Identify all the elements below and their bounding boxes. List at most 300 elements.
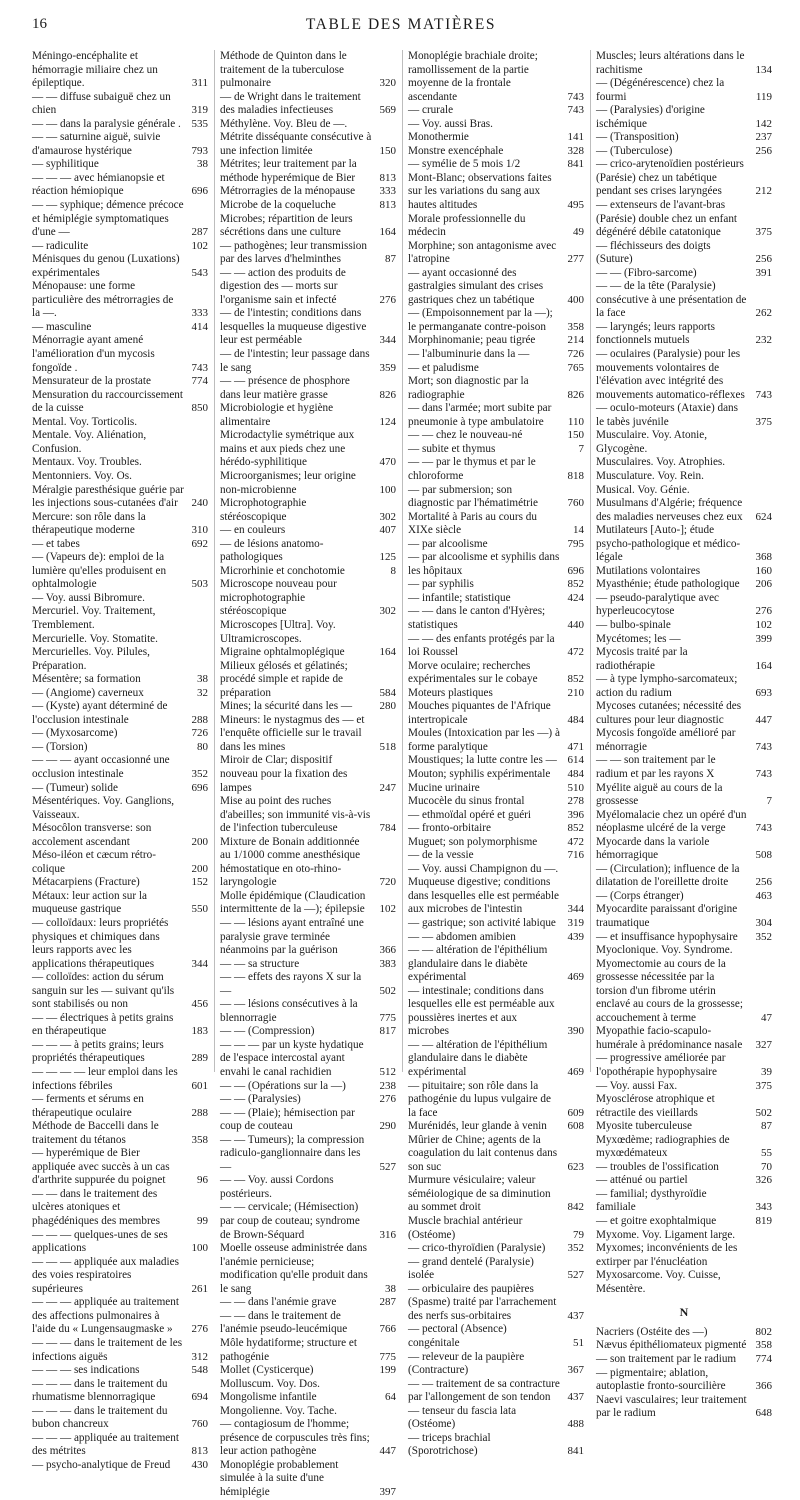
index-entry [220,1201,396,1242]
index-entry [220,1310,396,1337]
entry-page-number: 795 [567,537,584,550]
entry-page-number: 344 [191,957,208,970]
index-entry [32,158,208,172]
entry-text: — — — appliquée aux maladies des voies respiratoires supérieures [32,1255,179,1295]
index-entry [596,782,772,809]
entry-text: Musical. Voy. Génie. [596,483,690,496]
index-entry [596,429,772,456]
index-entry [220,619,396,646]
index-entry [32,470,208,484]
entry-text: — de lésions anatomo-pathologiques [220,537,324,564]
index-entry [408,131,584,145]
entry-text: Mont-Blanc; observations faites sur les variations du sang aux hautes altitudes [408,171,552,212]
entry-page-number: 813 [191,1445,208,1458]
entry-text: Moelle osseuse administrée dans l'anémie pernicieuse; modification qu'elle produit dans le sang [220,1242,368,1295]
entry-page-number: 38 [197,158,208,171]
index-entry [408,633,584,660]
index-entry [220,213,396,240]
entry-page-number: 850 [191,402,208,415]
entry-text: — ferments et sérums en thérapeutique oculaire [32,1093,144,1119]
index-entry [32,1120,208,1147]
entry-text: — — — — leur emploi dans les infections fébriles [32,1066,178,1092]
entry-text: Myosite tuberculeuse [596,1120,693,1133]
entry-text: — Voy. aussi Fax. [596,1079,678,1092]
index-entry [596,77,772,104]
entry-text: Moustiques; la lutte contre les — [408,754,557,767]
entry-page-number: 424 [567,591,584,604]
index-entry [408,145,584,159]
entry-page-number: 302 [379,605,396,618]
index-entry [596,484,772,498]
entry-page-number: 276 [379,1093,396,1106]
entry-page-number: 463 [755,889,772,902]
index-entry [408,754,584,768]
index-entry [32,890,208,917]
index-entry [408,1080,584,1121]
entry-text: Microdactylie symétrique aux mains et aux pieds chez une hérédo-syphilitique [220,429,355,469]
entry-text: — son traitement par le radium [596,1352,737,1365]
index-entry [408,809,584,823]
index-entry [408,1405,584,1432]
entry-text: — — Voy. aussi Cordons postérieurs. [220,1174,334,1200]
entry-text: — de Wright dans le traitement des maladies infectieuses [220,90,361,117]
entry-text: — — altération de l'épithélium glandulaire dans le diabète expérimental [408,944,548,984]
index-entry [220,1093,396,1107]
entry-page-number: 472 [567,646,584,659]
entry-text: Myopathie facio-scapulo-humérale à prédominance nasale [596,1025,743,1051]
entry-page-number: 508 [755,849,772,862]
index-entry [220,375,396,402]
entry-page-number: 200 [191,862,208,875]
index-entry [596,578,772,592]
index-entry [596,633,772,647]
entry-page-number: 817 [379,1025,396,1038]
index-entry [32,1093,208,1120]
entry-text: — dans l'armée; mort subite par pneumonie à type ambulatoire [408,402,552,428]
entry-text: Myocardite paraissant d'origine traumatique [596,903,738,929]
entry-page-number: 527 [567,1269,584,1282]
index-entry [408,768,584,782]
index-entry [596,903,772,930]
index-entry [32,876,208,890]
entry-page-number: 142 [755,117,772,130]
entry-page-number: 320 [379,77,396,90]
index-entry [408,240,584,267]
entry-page-number: 456 [191,998,208,1011]
index-entry [32,971,208,1012]
index-entry [596,931,772,945]
entry-page-number: 502 [379,984,396,997]
entry-page-number: 512 [379,1066,396,1079]
index-entry [220,1174,396,1201]
entry-page-number: 841 [567,1445,584,1458]
entry-text: Microphotographie stéréoscopique [220,497,307,523]
entry-text: Migraine ophtalmoplégique [220,646,345,659]
entry-page-number: 344 [567,903,584,916]
index-entry [32,822,208,849]
index-entry [408,443,584,457]
entry-page-number: 396 [567,808,584,821]
entry-page-number: 102 [379,903,396,916]
entry-page-number: 304 [755,917,772,929]
entry-page-number: 134 [755,63,772,76]
entry-text: — — présence de phosphore dans leur matière grasse [220,375,350,401]
entry-page-number: 447 [755,713,772,726]
entry-text: — — traitement de sa contracture par l'allongement de son tendon [408,1377,560,1404]
entry-text: — (Tumeur) solide [32,781,118,794]
index-entry [408,267,584,308]
index-entry [408,863,584,877]
entry-page-number: 288 [191,1106,208,1119]
index-entry [408,213,584,240]
index-entry [596,1120,772,1134]
entry-text: Muscle brachial antérieur (Ostéome) [408,1215,523,1241]
entry-text: Mental. Voy. Torticolis. [32,415,138,428]
entry-text: — pigmentaire; ablation, autoplastie fronto-sourcilière [596,1366,726,1393]
entry-text: — progressive améliorée par l'opothérapie hypophysaire [596,1052,726,1079]
entry-text: — — par le thymus et par le chloroforme [408,456,536,482]
entry-text: Mineurs: le nystagmus des — et l'enquête officielle sur le travail dans les mines [220,713,365,753]
entry-text: Muguet; son polymorphisme [408,835,538,848]
entry-page-number: 693 [755,686,772,699]
entry-page-number: 289 [191,1052,208,1065]
index-entry [596,890,772,904]
index-entry [220,1337,396,1364]
entry-text: Métrite disséquante consécutive à une infection limitée [220,131,372,157]
index-entry [596,809,772,836]
entry-page-number: 102 [755,618,772,631]
entry-page-number: 344 [379,334,396,347]
entry-page-number: 852 [567,578,584,591]
entry-text: — symélie de 5 mois 1/2 [408,158,521,171]
entry-text: — hyperémique de Bier appliquée avec succès à un cas d'arthrite suppurée du poignet [32,1147,170,1187]
entry-text: Mutilateurs [Auto-]; étude psycho-pathologique et médico-légale [596,524,741,564]
entry-text: — troubles de l'ossification [596,1160,719,1173]
entry-page-number: 256 [755,253,772,266]
entry-text: — en couleurs [220,524,286,537]
index-entry [596,131,772,145]
entry-page-number: 774 [755,1352,772,1365]
entry-text: Mycosis fongoïde amélioré par ménorragie [596,727,736,753]
entry-text: — de l'intestin; leur passage dans le sang [220,348,370,374]
index-entry [220,1039,396,1080]
entry-text: — pathogènes; leur transmission par des larves d'helminthes [220,239,367,266]
entry-text: Méthylène. Voy. Bleu de —. [220,117,348,130]
entry-page-number: 760 [567,497,584,510]
entry-text: Microorganismes; leur origine non-microbienne [220,469,356,496]
index-entry [408,1432,584,1459]
entry-text: — — dans le traitement de l'anémie pseudo-leucémique [220,1309,348,1336]
entry-text: Môle hydatiforme; structure et pathogénie [220,1336,358,1363]
entry-page-number: 743 [191,361,208,374]
index-entry [596,863,772,890]
index-entry [32,416,208,430]
entry-text: Mentonniers. Voy. Os. [32,469,132,482]
entry-text: — (Circulation); influence de la dilatation de l'oreillette droite [596,862,740,889]
entry-text: Monothermie [408,131,469,144]
entry-page-number: 287 [191,226,208,239]
index-entry [596,1242,772,1269]
index-entry [32,592,208,606]
index-entry [596,1367,772,1394]
index-entry [220,402,396,429]
index-entry [408,836,584,850]
entry-page-number: 495 [567,199,584,212]
entry-text: — — — dans le traitement du rhumatisme blennorragique [32,1377,168,1404]
index-entry [408,687,584,701]
entry-text: Musculaire. Voy. Atonie, Glycogène. [596,429,708,455]
entry-page-number: 358 [191,1133,208,1146]
entry-page-number: 366 [755,1380,772,1393]
index-entry [220,470,396,497]
entry-text: — — de la tête (Paralysie) consécutive à une présentation de la face [596,280,747,320]
entry-page-number: 775 [379,1350,396,1363]
entry-page-number: 119 [755,90,772,103]
entry-text: Murénidés, leur glande à venin [408,1120,547,1133]
entry-page-number: 55 [761,1147,772,1160]
index-entry [596,619,772,633]
index-entry [596,524,772,565]
entry-text: — — lésions consécutives à la blennorragie [220,998,358,1024]
index-entry [408,700,584,727]
entry-text: Musulmans d'Algérie; fréquence des maladies nerveuses chez eux [596,497,743,523]
page-number: 16 [32,16,47,32]
entry-page-number: 87 [385,253,396,266]
entry-text: Myoclonique. Voy. Syndrome. [596,944,733,957]
index-entry [596,1229,772,1243]
entry-page-number: 238 [379,1079,396,1092]
entry-text: — par submersion; son diagnostic par l'hématimétrie [408,483,539,510]
index-entry [220,1296,396,1310]
index-entry [32,1039,208,1066]
index-entry [32,1364,208,1378]
index-entry [32,1147,208,1188]
entry-page-number: 852 [567,822,584,835]
entry-text: — — — dans le traitement de les infections aiguës [32,1336,183,1363]
index-entry [32,280,208,321]
index-entry [32,795,208,822]
entry-text: — (Vapeurs de): emploi de la lumière qu'elles produisent en ophtalmologie [32,551,167,591]
entry-text: Mollet (Cysticerque) [220,1364,314,1377]
entry-text: Monoplégie probablement simulée à la suite d'une hémiplégie [220,1458,339,1498]
entry-text: Naevi vasculaires; leur traitement par le radium [596,1393,747,1420]
index-entry [220,429,396,470]
entry-text: Mensurateur de la prostate [32,375,151,388]
entry-text: Mucine urinaire [408,781,480,794]
entry-text: — masculine [32,320,92,333]
entry-page-number: 743 [755,740,772,753]
entry-text: — subite et thymus [408,442,496,455]
index-entry [408,727,584,754]
entry-text: Mentale. Voy. Aliénation, Confusion. [32,429,147,455]
entry-page-number: 312 [191,1350,208,1363]
index-entry [408,118,584,132]
index-entry [596,321,772,348]
index-entry [408,334,584,348]
entry-page-number: 164 [755,659,772,672]
entry-text: Ménorragie ayant amené l'amélioration d'un mycosis fongoïde . [32,334,155,374]
index-entry [32,1432,208,1459]
entry-text: — oculaires (Paralysie) pour les mouvements volontaires de l'élévation avec intégrité des mouvements automatico-réflexes [596,348,745,401]
index-entry [32,727,208,741]
index-entry [220,917,396,958]
entry-text: Métaux: leur action sur la muqueuse gastrique [32,889,147,916]
entry-page-number: 584 [379,686,396,699]
entry-page-number: 614 [567,754,584,767]
entry-page-number: 391 [755,266,772,279]
entry-text: — — (Opérations sur la —) [220,1079,346,1092]
entry-text: — — — appliquée au traitement des métrites [32,1431,179,1458]
entry-text: — fléchisseurs des doigts (Suture) [596,239,711,266]
entry-page-number: 237 [755,131,772,144]
index-entry [408,876,584,917]
index-entry [408,1351,584,1378]
index-entry [408,1242,584,1256]
entry-text: — intestinale; conditions dans lesquelles elle est perméable aux poussières inertes et aux microbes [408,984,555,1038]
entry-text: — grand dentelé (Paralysie) isolée [408,1255,534,1282]
index-entry [32,741,208,755]
index-entry [220,958,396,972]
index-entry [220,185,396,199]
entry-text: Myxome. Voy. Ligament large. [596,1228,736,1241]
entry-text: — — — par un kyste hydatique de l'espace intercostal ayant envahi le canal rachidien [220,1038,364,1079]
entry-text: — infantile; statistique [408,591,511,604]
index-entry [32,605,208,632]
index-entry [596,700,772,727]
index-entry [32,538,208,552]
entry-page-number: 726 [191,727,208,740]
index-column-2 [214,50,396,1498]
entry-page-number: 819 [755,1215,772,1228]
entry-page-number: 623 [567,1160,584,1173]
index-entry [220,118,396,132]
index-entry [408,944,584,985]
entry-text: — psycho-analytique de Freud [32,1458,171,1471]
entry-page-number: 793 [191,144,208,157]
entry-text: Myxomes; inconvénients de les extirper par l'énucléation [596,1242,738,1268]
index-entry [408,50,584,104]
index-entry [220,795,396,836]
index-entry [408,1120,584,1134]
entry-text: Mensuration du raccourcissement de la cuisse [32,388,183,415]
index-entry [220,131,396,158]
entry-text: Morale professionnelle du médecin [408,212,526,239]
index-entry [408,172,584,213]
index-entry [32,1337,208,1364]
entry-text: Métrorragies de la ménopause [220,185,356,198]
entry-text: Mûrier de Chine; agents de la coagulation du lait contenus dans son suc [408,1133,558,1173]
entry-page-number: 199 [379,1364,396,1377]
entry-text: Molle épidémique (Claudication intermittente de la —); épilepsie [220,889,366,916]
entry-text: Mycétomes; les — [596,632,681,645]
entry-text: Microscope nouveau pour microphotographie stéréoscopique [220,578,337,618]
entry-text: Microbes; répartition de leurs sécrétions dans une culture [220,212,353,239]
entry-text: — — chez le nouveau-né [408,429,523,442]
entry-page-number: 359 [379,361,396,374]
entry-page-number: 743 [567,104,584,117]
index-entry [220,348,396,375]
entry-page-number: 311 [191,77,208,90]
entry-page-number: 319 [191,104,208,117]
entry-page-number: 39 [761,1066,772,1079]
entry-text: Méso-iléon et cæcum rétro-colique [32,849,156,875]
entry-text: Mines; la sécurité dans les — [220,700,353,713]
entry-text: Morve oculaire; recherches expérimentales sur le cobaye [408,659,538,686]
entry-page-number: 743 [755,822,772,835]
index-entry [596,158,772,199]
index-entry [596,592,772,619]
index-entry [32,754,208,781]
entry-text: Myosclérose atrophique et rétractile des vieillards [596,1093,715,1119]
entry-page-number: 32 [197,686,208,699]
entry-text: Ménopause: une forme particulière des métrorragies de la —. [32,280,174,320]
index-entry [596,1353,772,1367]
entry-page-number: 543 [191,266,208,279]
entry-text: Mycoses cutanées; nécessité des cultures pour leur diagnostic [596,700,742,726]
entry-text: — tenseur du fascia lata (Ostéome) [408,1404,517,1431]
entry-page-number: 696 [191,185,208,198]
index-entry [408,484,584,511]
entry-page-number: 390 [567,1025,584,1038]
index-entry [220,1134,396,1175]
index-entry [220,1364,396,1378]
index-entry [220,565,396,579]
entry-text: Muscles; leurs altérations dans le rachitisme [596,50,745,76]
entry-page-number: 535 [191,117,208,130]
index-entry [408,795,584,809]
entry-page-number: 214 [567,334,584,347]
entry-page-number: 813 [379,199,396,212]
entry-text: — pituitaire; son rôle dans la pathogénie du lupus vulgaire de la face [408,1079,551,1119]
entry-text: — par syphilis [408,578,474,591]
index-entry [596,958,772,1026]
entry-page-number: 510 [567,781,584,794]
index-entry [32,50,208,91]
entry-page-number: 760 [191,1418,208,1431]
entry-page-number: 518 [379,740,396,753]
page-header [32,14,770,40]
entry-text: — — saturnine aiguë, suivie d'amaurose hystérique [32,131,161,157]
index-entry [596,646,772,673]
index-entry [32,334,208,375]
entry-text: — ayant occasionné des gastralgies simulant des crises gastriques chez un tabétique [408,266,544,306]
entry-page-number: 842 [567,1201,584,1214]
entry-page-number: 358 [567,320,584,333]
entry-text: — ethmoïdal opéré et guéri [408,808,532,821]
entry-text: — Voy. aussi Bibromure. [32,591,145,604]
entry-text: Méningo-encéphalite et hémorragie miliaire chez un épileptique. [32,50,158,90]
entry-text: Myocarde dans la variole hémorragique [596,835,710,862]
index-entry [220,307,396,348]
entry-text: Ménisques du genou (Luxations) expérimentales [32,253,180,279]
index-entry [32,131,208,158]
entry-text: Microscopes [Ultra]. Voy. Ultramicroscopes. [220,618,336,645]
entry-text: N [679,1305,689,1320]
entry-text: Mycosis traité par la radiothérapie [596,646,688,672]
index-entry [408,578,584,592]
entry-page-number: 70 [761,1160,772,1173]
entry-page-number: 277 [567,253,584,266]
entry-page-number: 99 [197,1215,208,1228]
entry-page-number: 430 [191,1458,208,1471]
entry-text: Morphinomanie; peau tigrée [408,334,536,347]
entry-text: — — diffuse subaiguë chez un chien [32,90,171,117]
entry-page-number: 352 [567,1242,584,1255]
entry-text: — (Transposition) [596,131,679,144]
index-entry [596,1025,772,1052]
index-entry [220,497,396,524]
index-entry [220,714,396,755]
